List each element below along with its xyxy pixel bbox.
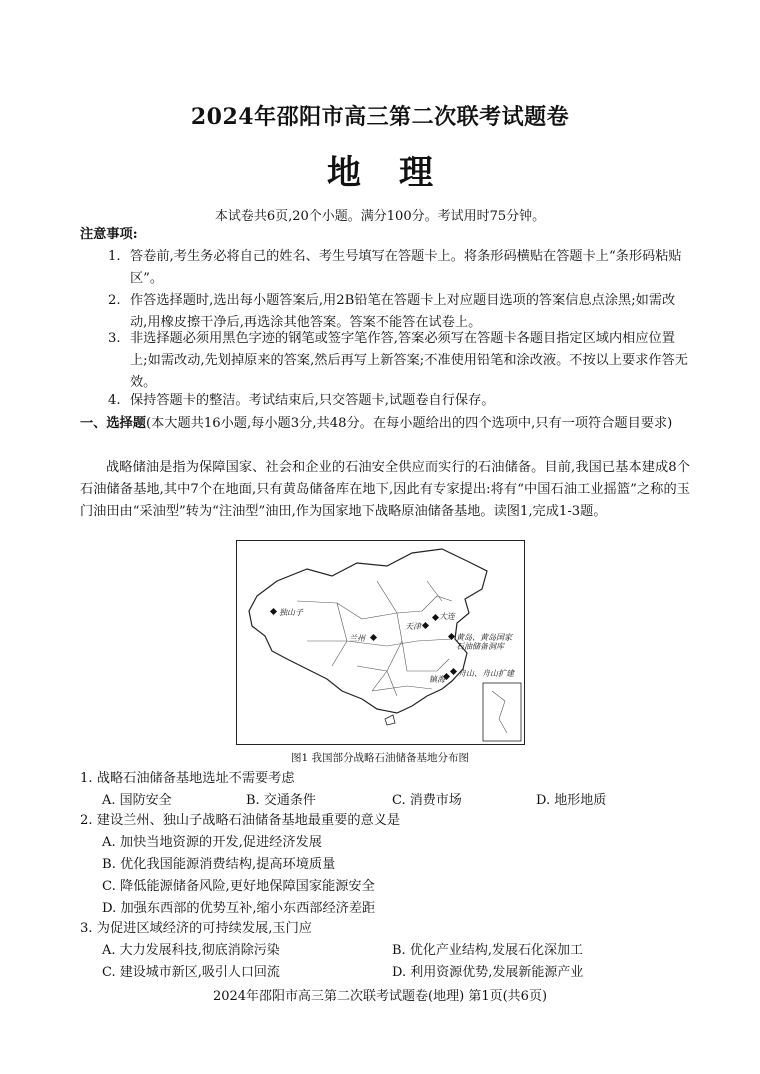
option-a[interactable]: A. 国防安全 [102, 793, 172, 808]
notice-text: 保持答题卡的整洁。考试结束后,只交答题卡,试题卷自行保存。 [130, 393, 495, 408]
base-marker [370, 634, 377, 641]
question-stem: 2. 建设兰州、独山子战略石油储备基地最重要的意义是 [80, 813, 401, 828]
label-zhenhai: 镇海 [429, 675, 445, 684]
notice-text: 答卷前,考生务必将自己的姓名、考生号填写在答题卡上。将条形码横贴在答题卡上“条形码粘贴区”。 [130, 249, 682, 286]
passage: 战略储油是指为保障国家、社会和企业的石油安全供应而实行的石油储备。目前,我国已基本建成8个石油储备基地,其中7个在地面,只有黄岛储备库在地下,因此有专家提出:将有“中国石油工业摇篮”之称的玉门油田由“采油型”转为“注油型”油田,作为国家地下战略原油储备基地。读图1,完成1-3题。 [80, 460, 690, 519]
option-b[interactable]: B. 优化产业结构,发展石化深加工 [392, 943, 583, 958]
notice-item [108, 246, 688, 290]
notice-num: 2. [108, 293, 121, 308]
notice-num: 1. [108, 249, 121, 264]
option-b[interactable]: B. 优化我国能源消费结构,提高环境质量 [102, 857, 336, 872]
figure-caption: 图1 我国部分战略石油储备基地分布图 [290, 752, 470, 764]
page-footer: 2024年邵阳市高三第二次联考试题卷(地理) 第1页(共6页) [212, 989, 548, 1004]
option-a[interactable]: A. 加快当地资源的开发,促进经济发展 [102, 835, 322, 850]
label-huangdao: 黄岛、黄岛国家石油储备洞库 [456, 633, 512, 651]
section-heading: 一、选择题 [80, 416, 146, 431]
option-d[interactable]: D. 地形地质 [536, 793, 607, 808]
question-stem: 1. 战略石油储备基地选址不需要考虑 [80, 771, 295, 786]
question-stem: 3. 为促进区域经济的可持续发展,玉门应 [80, 921, 312, 936]
notice-heading: 注意事项: [80, 227, 138, 242]
question-3 [80, 918, 690, 984]
subject-title: 地理 [327, 153, 471, 193]
label-tianjin: 天津 [405, 622, 421, 631]
exam-title: 2024年邵阳市高三第二次联考试题卷 [190, 104, 570, 130]
label-dushanzi: 独山子 [279, 608, 303, 617]
label-dalian: 大连 [439, 612, 455, 621]
question-1 [80, 768, 690, 812]
option-c[interactable]: C. 降低能源储备风险,更好地保障国家能源安全 [102, 879, 375, 894]
option-c[interactable]: C. 建设城市新区,吸引人口回流 [102, 965, 280, 980]
notice-item [108, 390, 688, 412]
notice-text: 作答选择题时,选出每小题答案后,用2B铅笔在答题卡上对应题目选项的答案信息点涂黑;如需改动,用橡皮擦干净后,再选涂其他答案。答案不能答在试卷上。 [130, 293, 676, 330]
base-marker [450, 668, 457, 675]
notice-num: 4. [108, 393, 121, 408]
label-zhoushan: 舟山、舟山扩建 [458, 669, 514, 678]
option-c[interactable]: C. 消费市场 [392, 793, 462, 808]
option-d[interactable]: D. 加强东西部的优势互补,缩小东西部经济差距 [102, 901, 376, 916]
base-marker [432, 614, 439, 621]
notice-text: 非选择题必须用黑色字迹的钢笔或签字笔作答,答案必须写在答题卡各题目指定区域内相应位置上;如需改动,先划掉原来的答案,然后再写上新答案;不准使用铅笔和涂改液。不按以上要求作答无效。 [130, 331, 688, 390]
question-2 [80, 810, 690, 920]
option-b[interactable]: B. 交通条件 [246, 793, 316, 808]
notice-item [108, 328, 688, 394]
base-marker [422, 622, 429, 629]
label-lanzhou: 兰州 [349, 634, 365, 643]
china-map-figure [236, 540, 525, 745]
exam-intro: 本试卷共6页,20个小题。满分100分。考试用时75分钟。 [214, 209, 546, 224]
section-desc: (本大题共16小题,每小题3分,共48分。在每小题给出的四个选项中,只有一项符合题目要求) [145, 416, 673, 431]
option-a[interactable]: A. 大力发展科技,彻底消除污染 [102, 943, 280, 958]
option-d[interactable]: D. 利用资源优势,发展新能源产业 [392, 965, 584, 980]
notice-num: 3. [108, 331, 121, 346]
section-header [80, 413, 690, 435]
base-marker [270, 608, 277, 615]
